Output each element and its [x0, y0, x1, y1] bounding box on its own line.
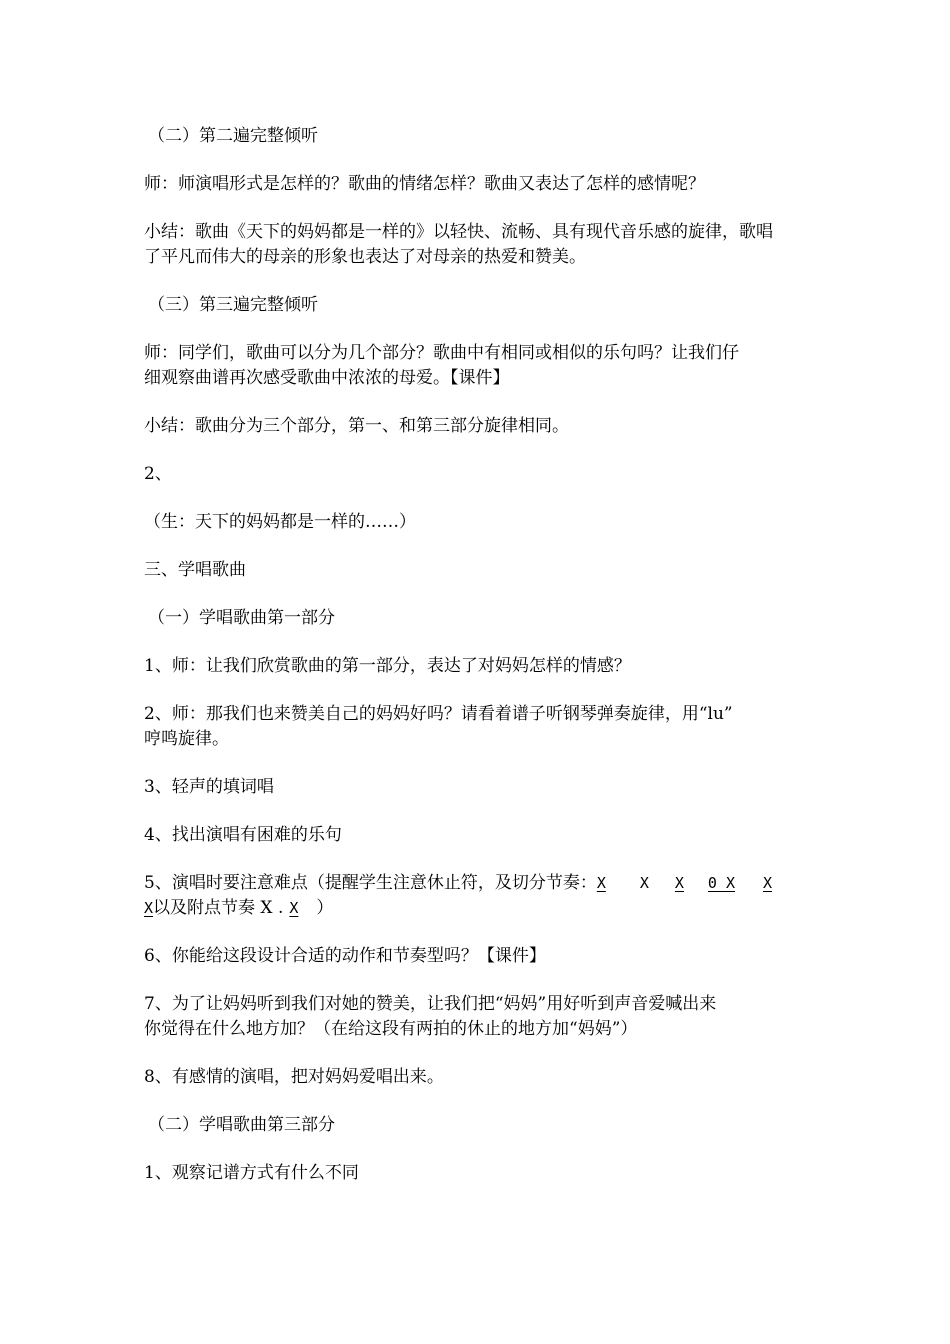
rhythm-note-4: 0 X	[707, 874, 736, 892]
step-5-line-2	[144, 896, 810, 921]
step-5-line-1	[144, 871, 810, 896]
step-2	[144, 702, 810, 752]
teacher-question-2-line-1: 师：同学们，歌曲可以分为几个部分？歌曲中有相同或相似的乐句吗？让我们仔	[144, 343, 739, 363]
summary-1-line-1: 小结：歌曲《天下的妈妈都是一样的》以轻快、流畅、具有现代音乐感的旋律，歌唱	[144, 222, 773, 242]
step-7-line-2: 你觉得在什么地方加？（在给这段有两拍的休止的地方加“妈妈”）	[144, 1019, 638, 1039]
summary-1-line-2: 了平凡而伟大的母亲的形象也表达了对母亲的热爱和赞美。	[144, 247, 586, 267]
teacher-question-2-line-2: 细观察曲谱再次感受歌曲中浓浓的母爱。【课件】	[144, 368, 510, 388]
subsection-heading-part-3: （二）学唱歌曲第三部分	[148, 1115, 335, 1135]
step-2-line-2: 哼鸣旋律。	[144, 729, 229, 749]
section-heading-second-listen: （二）第二遍完整倾听	[148, 126, 318, 146]
step-5-mid: 以及附点节奏 X .	[153, 898, 284, 918]
step-5-suffix: ）	[316, 898, 334, 918]
rhythm-note-7: X	[289, 899, 299, 917]
step-6: 6、你能给这段设计合适的动作和节奏型吗？【课件】	[144, 946, 546, 966]
step-1: 1、师：让我们欣赏歌曲的第一部分，表达了对妈妈怎样的情感？	[144, 656, 631, 676]
item-number-2: 2、	[144, 464, 172, 484]
teacher-question-1: 师：师演唱形式是怎样的？歌曲的情绪怎样？歌曲又表达了怎样的感情呢？	[144, 174, 705, 194]
summary-1	[144, 220, 810, 270]
subsection-heading-part-1: （一）学唱歌曲第一部分	[148, 608, 335, 628]
rhythm-note-5: X	[763, 874, 773, 892]
step-8: 8、有感情的演唱，把对妈妈爱唱出来。	[144, 1067, 444, 1087]
section-heading-third-listen: （三）第三遍完整倾听	[148, 295, 318, 315]
rhythm-note-6: X	[144, 899, 154, 917]
step-5	[144, 871, 810, 921]
rhythm-note-3: X	[674, 874, 684, 892]
student-response: （生：天下的妈妈都是一样的……）	[144, 512, 416, 532]
step-7	[144, 992, 810, 1042]
summary-2: 小结：歌曲分为三个部分，第一、和第三部分旋律相同。	[144, 416, 569, 436]
step-3: 3、轻声的填词唱	[144, 777, 274, 797]
document-body	[144, 124, 810, 1209]
section-heading-learn-song: 三、学唱歌曲	[144, 560, 246, 580]
rhythm-note-2: X	[639, 874, 649, 892]
step-5-prefix: 5、演唱时要注意难点（提醒学生注意休止符，及切分节奏：	[144, 873, 597, 893]
part-3-step-1: 1、观察记谱方式有什么不同	[144, 1163, 359, 1183]
step-7-line-1: 7、为了让妈妈听到我们对她的赞美，让我们把“妈妈”用好听到声音爱喊出来	[144, 994, 717, 1014]
rhythm-note-1: X	[596, 874, 606, 892]
teacher-question-2	[144, 341, 810, 391]
step-4: 4、找出演唱有困难的乐句	[144, 825, 342, 845]
step-2-line-1: 2、师：那我们也来赞美自己的妈妈好吗？请看着谱子听钢琴弹奏旋律，用“lu”	[144, 704, 733, 724]
